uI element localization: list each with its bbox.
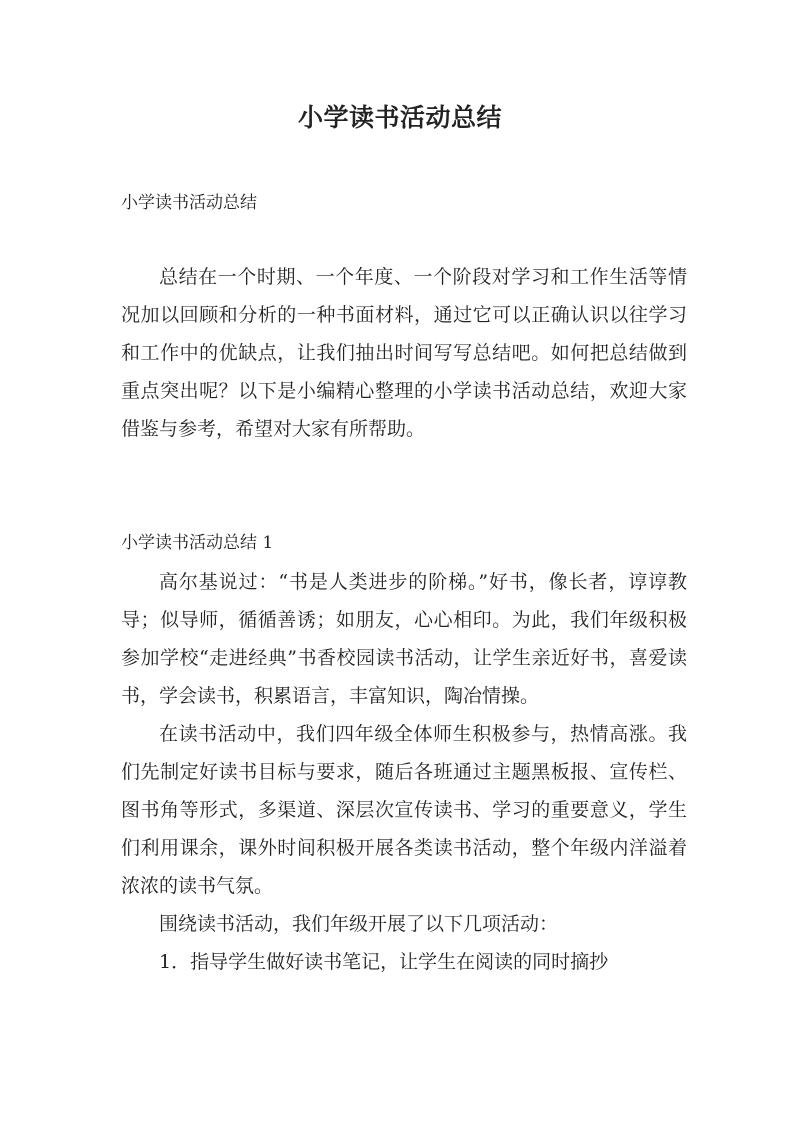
section-paragraph-3: 围绕读书活动，我们年级开展了以下几项活动：: [159, 913, 559, 935]
section-paragraph-2: 在读书活动中，我们四年级全体师生积极参与，热情高涨。我们先制定好读书目标与要求，随后各班通过主题黑板报、宣传栏、图书角等形式，多渠道、深层次宣传读书、学习的重要意义，学生们利用课余，课外时间积极开展各类读书活动，整个年级内洋溢着浓浓的读书气氛。: [121, 723, 687, 897]
document-title: 小学读书活动总结: [297, 103, 502, 132]
section-paragraph-1: 高尔基说过：“书是人类进步的阶梯。”好书，像长者，谆谆教导；似导师，循循善诱；如朋友，心心相印。为此，我们年级积极参加学校“走进经典”书香校园读书活动，让学生亲近好书，喜爱读书，学会读书，积累语言，丰富知识，陶冶情操。: [121, 571, 687, 707]
intro-block: [121, 258, 687, 448]
document-subtitle: 小学读书活动总结: [121, 193, 257, 213]
section-body: [121, 563, 687, 981]
section-heading: 小学读书活动总结 1: [121, 533, 274, 553]
section-paragraph-4: 1．指导学生做好读书笔记，让学生在阅读的同时摘抄: [159, 951, 609, 973]
intro-paragraph: 总结在一个时期、一个年度、一个阶段对学习和工作生活等情况加以回顾和分析的一种书面材料，通过它可以正确认识以往学习和工作中的优缺点，让我们抽出时间写写总结吧。如何把总结做到重点突出呢？以下是小编精心整理的小学读书活动总结，欢迎大家借鉴与参考，希望对大家有所帮助。: [121, 266, 687, 440]
